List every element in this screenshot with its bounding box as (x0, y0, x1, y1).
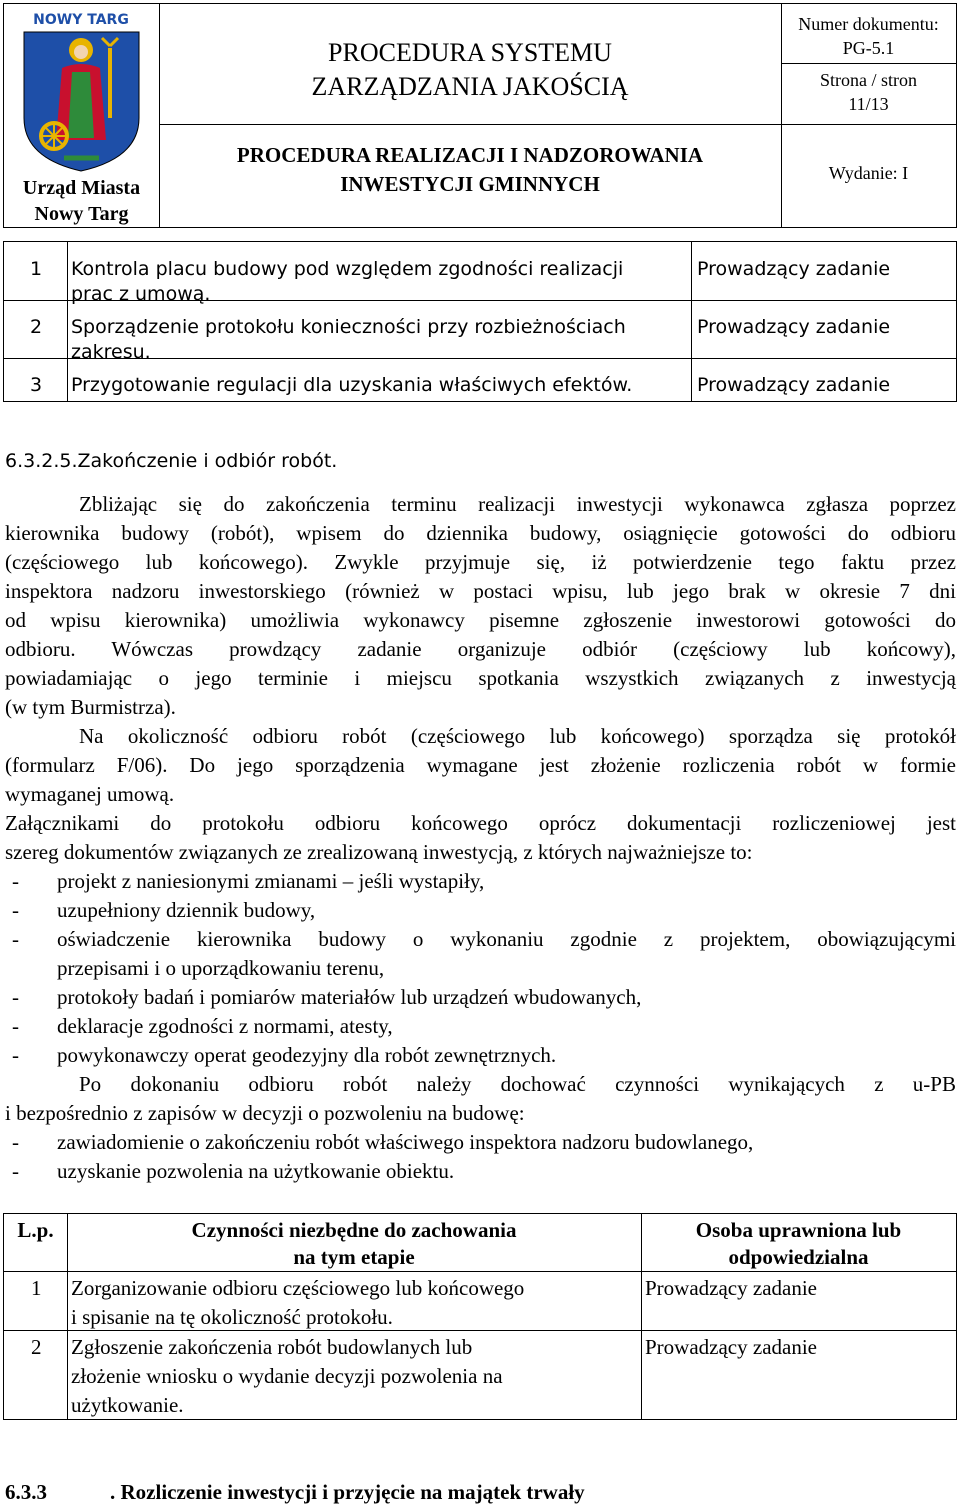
city-coat-of-arms-icon (14, 8, 149, 173)
column-header-responsible: Osoba uprawniona lub (695, 1218, 902, 1242)
text-line: od wpisu kierownika) umożliwia wykonawcy pisemne zgłoszenie inwestorowi gotowości do (5, 608, 956, 632)
section-title: . Rozliczenie inwestycji i przyjęcie na majątek trwały (110, 1480, 585, 1504)
task-text: Kontrola placu budowy pod względem zgodności realizacji (71, 258, 624, 280)
text-line: (częściowego lub końcowego). Zwykle przyjmuje się, iż potwierdzenie tego faktu przez (5, 550, 956, 574)
procedure-title-line1: PROCEDURA SYSTEMU (328, 38, 612, 67)
column-header-task-line2: na tym etapie (293, 1245, 415, 1269)
tasks-table-1 (3, 241, 957, 402)
task-text: użytkowanie. (71, 1393, 184, 1417)
header-meta-cell (781, 4, 956, 227)
list-item: uzyskanie pozwolenia na użytkowanie obiektu. (57, 1159, 455, 1183)
section-number: 6.3.3 (5, 1480, 47, 1504)
responsible-person: Prowadzący zadanie (697, 258, 891, 280)
task-text: zakresu. (71, 341, 151, 363)
doc-number-label: Numer dokumentu: (798, 14, 939, 34)
task-text: złożenie wniosku o wydanie decyzji pozwolenia na (71, 1364, 503, 1388)
row-number: 3 (30, 374, 43, 396)
text-line: wymaganej umową. (5, 782, 175, 806)
task-text: Zorganizowanie odbioru częściowego lub końcowego (71, 1276, 525, 1300)
text-line: Zbliżając się do zakończenia terminu realizacji inwestycji wykonawca zgłasza poprzez (79, 492, 956, 516)
edition: Wydanie: I (828, 163, 909, 183)
column-header-number: L.p. (17, 1218, 54, 1242)
column-header-task: Czynności niezbędne do zachowania (191, 1218, 517, 1242)
list-bullet: - (12, 1130, 19, 1154)
task-text: i spisanie na tę okoliczność protokołu. (71, 1305, 393, 1329)
logo-caption: NOWY TARG (33, 12, 129, 28)
task-text: Zgłoszenie zakończenia robót budowlanych lub (71, 1335, 473, 1359)
row-number: 1 (31, 1276, 42, 1300)
header-logo-cell (4, 4, 160, 227)
responsible-person: Prowadzący zadanie (697, 316, 891, 338)
column-header-responsible-line2: odpowiedzialna (728, 1245, 869, 1269)
section-heading: 6.3.2.5.Zakończenie i odbiór robót. (5, 450, 338, 472)
row-number: 2 (31, 1335, 42, 1359)
responsible-person: Prowadzący zadanie (697, 374, 891, 396)
text-line: kierownika budowy (robót), wpisem do dziennika budowy, osiągnięcie gotowości do odbioru (5, 521, 956, 545)
list-item: uzupełniony dziennik budowy, (57, 898, 316, 922)
list-item: powykonawczy operat geodezyjny dla robót zewnętrznych. (57, 1043, 557, 1067)
text-line: i bezpośrednio z zapisów w decyzji o pozwoleniu na budowę: (5, 1101, 525, 1125)
list-bullet: - (12, 898, 19, 922)
list-item: protokoły badań i pomiarów materiałów lub urządzeń wbudowanych, (57, 985, 642, 1009)
text-line: (formularz F/06). Do jego sporządzenia wymagane jest złożenie rozliczenia robót w formie (5, 753, 956, 777)
task-text: prac z umową. (71, 283, 211, 305)
text-line: Po dokonaniu odbioru robót należy dochować czynności wynikających z u-PB (79, 1072, 956, 1096)
list-item-continuation: przepisami i o uporządkowaniu terenu, (57, 956, 385, 980)
responsible-person: Prowadzący zadanie (645, 1276, 817, 1300)
list-item: zawiadomienie o zakończeniu robót właściwego inspektora nadzoru budowlanego, (57, 1130, 754, 1154)
document-header (3, 3, 957, 228)
procedure-subtitle-line1: PROCEDURA REALIZACJI I NADZOROWANIA (236, 143, 704, 167)
row-number: 2 (30, 316, 43, 338)
text-line: inspektora nadzoru inwestorskiego (również w postaci wpisu, lub jego brak w okresie 7 dni (5, 579, 956, 603)
organization-name-line2: Nowy Targ (34, 203, 129, 225)
list-item: deklaracje zgodności z normami, atesty, (57, 1014, 393, 1038)
text-line: (w tym Burmistrza). (5, 695, 176, 719)
text-line: Na okoliczność odbioru robót (częściowego lub końcowego) sporządza się protokół (79, 724, 956, 748)
text-line: powiadamiając o jego terminie i miejscu spotkania wszystkich związanych z inwestycją (5, 666, 956, 690)
list-item: oświadczenie kierownika budowy o wykonaniu zgodnie z projektem, obowiązującymi (57, 927, 956, 951)
list-bullet: - (12, 869, 19, 893)
list-bullet: - (12, 1159, 19, 1183)
procedure-subtitle-line2: INWESTYCJI GMINNYCH (340, 172, 600, 196)
list-bullet: - (12, 1043, 19, 1067)
list-bullet: - (12, 927, 19, 951)
responsible-person: Prowadzący zadanie (645, 1335, 817, 1359)
task-text: Sporządzenie protokołu konieczności przy rozbieżnościach (71, 316, 626, 338)
list-bullet: - (12, 985, 19, 1009)
list-item: projekt z naniesionymi zmianami – jeśli wystapiły, (57, 869, 485, 893)
header-title-cell (159, 4, 782, 227)
doc-number: PG-5.1 (842, 38, 895, 58)
organization-name-line1: Urząd Miasta (22, 177, 141, 199)
text-line: Załącznikami do protokołu odbioru końcowego oprócz dokumentacji rozliczeniowej jest (5, 811, 956, 835)
text-line: odbioru. Wówczas prowdzący zadanie organizuje odbiór (częściowy lub końcowy), (5, 637, 956, 661)
page-value: 11/13 (848, 94, 889, 114)
text-line: szereg dokumentów związanych ze zrealizowaną inwestycją, z których najważniejsze to: (5, 840, 753, 864)
list-bullet: - (12, 1014, 19, 1038)
task-text: Przygotowanie regulacji dla uzyskania właściwych efektów. (71, 374, 633, 396)
page-label: Strona / stron (820, 70, 917, 90)
tasks-table-2 (3, 1213, 957, 1420)
procedure-title-line2: ZARZĄDZANIA JAKOŚCIĄ (311, 72, 629, 101)
row-number: 1 (30, 258, 43, 280)
